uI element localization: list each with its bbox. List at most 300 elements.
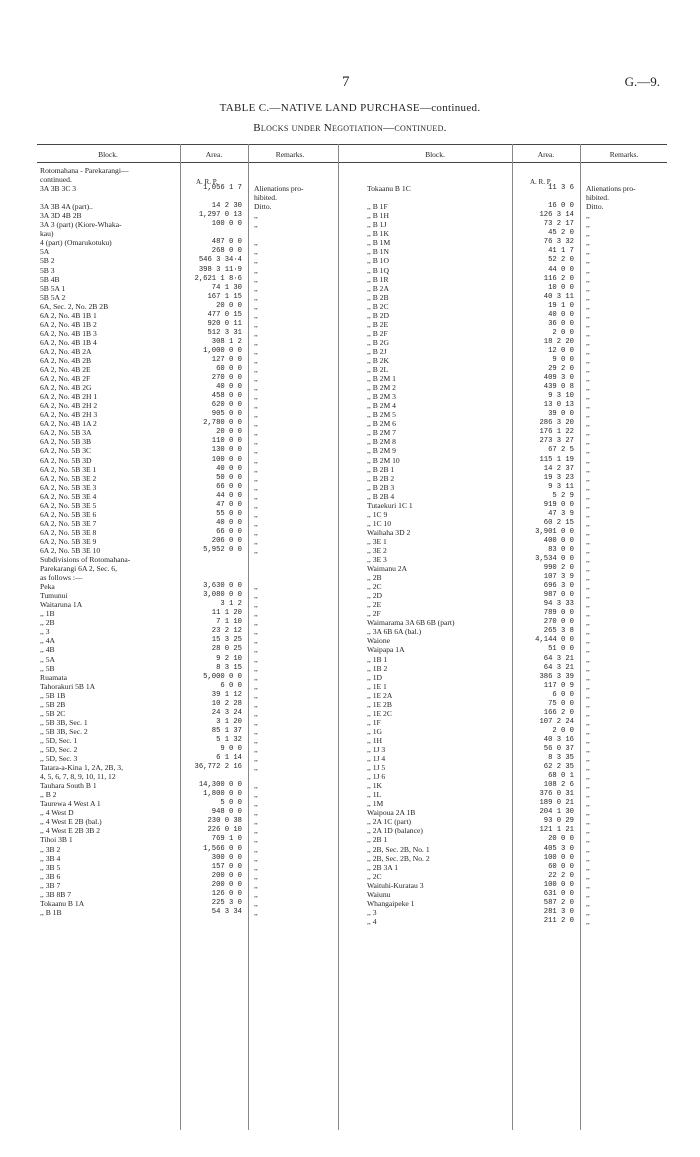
left-row-block: as follows :— xyxy=(40,573,83,583)
right-row-block: ,, 1D xyxy=(367,672,382,682)
right-row-rem: ,, xyxy=(586,690,590,700)
right-row-area: 83 0 0 xyxy=(548,545,574,554)
header-remarks-right: Remarks. xyxy=(609,150,639,159)
right-row-rem: ,, xyxy=(586,591,590,601)
left-row-block: 4, 5, 6, 7, 8, 9, 10, 11, 12 xyxy=(40,772,116,782)
right-row-rem: ,, xyxy=(586,573,590,583)
right-row-block: ,, 1M xyxy=(367,799,384,809)
right-row-block: ,, 1H xyxy=(367,735,382,745)
left-row-block: ,, 5B xyxy=(40,663,55,673)
right-row-block: ,, 3E 3 xyxy=(367,555,387,565)
right-row-block: ,, B 2M 1 xyxy=(367,374,396,384)
left-row-area: 1,000 0 0 xyxy=(203,346,242,355)
right-row-block: ,, B 2B 3 xyxy=(367,482,395,492)
left-row-area: 167 1 15 xyxy=(207,292,242,301)
right-row-area: 696 3 0 xyxy=(543,582,574,591)
left-row-block: kau) xyxy=(40,229,54,239)
right-row-block: ,, B 2D xyxy=(367,310,389,320)
left-row-block: Tokaanu B 1A xyxy=(40,898,85,908)
left-row-rem: ,, xyxy=(254,618,258,628)
right-row-rem: ,, xyxy=(586,256,590,266)
left-row-rem: ,, xyxy=(254,672,258,682)
right-row-area: 93 0 29 xyxy=(543,817,574,826)
right-row-rem xyxy=(586,175,656,184)
right-row-block: ,, 2B, Sec. 2B, No. 2 xyxy=(367,853,430,863)
right-row-area: 75 0 0 xyxy=(548,699,574,708)
right-row-block: ,, B 2M 7 xyxy=(367,428,396,438)
left-row-area: 3 1 2 xyxy=(220,600,242,609)
left-row-block: 6A 2, No. 5B 3E 10 xyxy=(40,545,101,555)
left-row-area: 1,800 0 0 xyxy=(203,790,242,799)
left-row-block: 6A 2, No. 5B 3E 2 xyxy=(40,473,97,483)
right-row-rem: ,, xyxy=(586,509,590,519)
right-row-area: 40 3 11 xyxy=(543,292,574,301)
left-row-rem: ,, xyxy=(254,455,258,465)
right-row-block: ,, B 1O xyxy=(367,256,389,266)
right-row-rem: ,, xyxy=(586,383,590,393)
left-row-block: 6A 2, No. 5B 3E 3 xyxy=(40,482,97,492)
left-row-rem: ,, xyxy=(254,518,258,528)
left-row-area: 20 0 0 xyxy=(216,301,242,310)
left-row-block: Tahorakuri 5B 1A xyxy=(40,681,96,691)
left-row-block: Parekarangi 6A 2, Sec. 6, xyxy=(40,564,117,574)
right-row-area: 400 0 0 xyxy=(543,536,574,545)
left-row-rem: ,, xyxy=(254,781,258,791)
right-row-block: ,, 1E 1 xyxy=(367,681,387,691)
left-row-block: ,, 3B 4 xyxy=(40,853,61,863)
right-row-block: ,, 2B xyxy=(367,573,382,583)
left-row-rem: ,, xyxy=(254,392,258,402)
right-row-rem: ,, xyxy=(586,319,590,329)
left-row-area: 270 0 0 xyxy=(211,374,242,383)
left-row-rem: ,, xyxy=(254,862,258,872)
left-row-area: 769 1 0 xyxy=(211,835,242,844)
right-row-area: 204 1 30 xyxy=(539,808,574,817)
left-row-block: 6A 2, No. 4B 2B xyxy=(40,355,92,365)
right-row-block: ,, 1E 2B xyxy=(367,699,392,709)
left-row-block: ,, 3B 2 xyxy=(40,844,61,854)
right-row-rem: ,, xyxy=(586,717,590,727)
right-row-area: 44 0 0 xyxy=(548,265,574,274)
left-row-area: 14 2 30 xyxy=(211,202,242,211)
right-row-area: 100 0 0 xyxy=(543,880,574,889)
right-row-area: 405 3 0 xyxy=(543,844,574,853)
left-row-rem: ,, xyxy=(254,536,258,546)
left-row-block: 5B 5A 2 xyxy=(40,292,66,302)
left-row-area: 24 3 24 xyxy=(211,708,242,717)
left-row-rem: ,, xyxy=(254,907,258,917)
left-row-block: Ruamata xyxy=(40,672,67,682)
right-row-rem: ,, xyxy=(586,907,590,917)
left-row-rem: ,, xyxy=(254,708,258,718)
left-row-block: ,, 5B 3B, Sec. 1 xyxy=(40,717,88,727)
left-row-rem: ,, xyxy=(254,319,258,329)
right-row-area: 22 2 0 xyxy=(548,871,574,880)
right-row-area xyxy=(516,193,574,202)
left-row-block: ,, 5D, Sec. 2 xyxy=(40,745,78,754)
right-row-area: 273 3 27 xyxy=(539,437,574,446)
left-row-block: 6A 2, No. 4B 2E xyxy=(40,365,91,375)
left-row-area: 458 0 0 xyxy=(211,392,242,401)
left-row-rem: ,, xyxy=(254,835,258,845)
left-row-area: 40 0 0 xyxy=(216,518,242,527)
left-row-area: 5,000 0 0 xyxy=(203,672,242,681)
left-row-block: ,, 4B xyxy=(40,645,55,655)
left-row-rem: ,, xyxy=(254,374,258,384)
left-row-area: 6 1 14 xyxy=(216,754,242,763)
left-row-area: 1,566 0 0 xyxy=(203,844,242,853)
left-row-block: ,, 5A xyxy=(40,654,55,664)
left-row-block: 6A, Sec. 2, No. 2B 2B xyxy=(40,301,109,311)
left-row-area: 39 1 12 xyxy=(211,690,242,699)
right-row-rem: ,, xyxy=(586,500,590,510)
header-block-right: Block. xyxy=(425,150,445,159)
right-row-area: 281 3 0 xyxy=(543,907,574,916)
left-row-area: 23 2 12 xyxy=(211,627,242,636)
right-row-rem: ,, xyxy=(586,464,590,474)
right-row-rem: ,, xyxy=(586,636,590,646)
left-row-block: 5A xyxy=(40,247,50,257)
right-row-rem: ,, xyxy=(586,555,590,565)
left-row-block: 6A 2, No. 5B 3C xyxy=(40,446,92,456)
left-row-rem xyxy=(254,772,324,781)
left-row-rem xyxy=(254,555,324,564)
left-row-block: 6A 2, No. 5B 3E 9 xyxy=(40,536,97,546)
left-row-area: 200 0 0 xyxy=(211,880,242,889)
right-row-area: 60 2 15 xyxy=(543,518,574,527)
left-row-rem: ,, xyxy=(254,365,258,375)
left-row-area: 948 0 0 xyxy=(211,808,242,817)
right-row-rem: ,, xyxy=(586,763,590,773)
right-row-block: ,, 2B, Sec. 2B, No. 1 xyxy=(367,844,430,854)
left-row-area: 130 0 0 xyxy=(211,446,242,455)
right-row-rem: ,, xyxy=(586,346,590,356)
left-row-block: 3A 3B 4A (part).. xyxy=(40,202,93,212)
right-row-area: 9 3 10 xyxy=(548,392,574,401)
left-row-block: 6A 2, No. 5B 3E 7 xyxy=(40,518,97,528)
right-row-block: ,, B 2G xyxy=(367,337,389,347)
left-row-block: continued. xyxy=(40,175,72,185)
left-row-area: 512 3 31 xyxy=(207,328,242,337)
left-row-rem: ,, xyxy=(254,799,258,809)
right-row-area: 2 0 0 xyxy=(552,328,574,337)
right-row-area: 631 0 0 xyxy=(543,889,574,898)
right-row-area: 286 3 20 xyxy=(539,419,574,428)
left-row-area: 85 1 37 xyxy=(211,726,242,735)
document-ref: G.—9. xyxy=(624,74,660,89)
right-row-rem: ,, xyxy=(586,328,590,338)
left-row-block xyxy=(40,193,182,202)
right-row-rem: ,, xyxy=(586,880,590,890)
left-row-block: 4 (part) (Omarukotuku) xyxy=(40,238,112,248)
left-row-block: 6A 2, No. 5B 3B xyxy=(40,437,92,447)
left-row-block: 3A 3 (part) (Kiore-Whaka- xyxy=(40,220,122,230)
right-row-block xyxy=(367,193,509,202)
vline xyxy=(580,144,581,1130)
left-row-block: ,, 5B 2C xyxy=(40,708,66,718)
right-row-area: 8 3 35 xyxy=(548,754,574,763)
right-row-block: ,, 2A 1C (part) xyxy=(367,817,412,827)
left-row-block: ,, 5B 3B, Sec. 2 xyxy=(40,726,88,736)
left-row-area xyxy=(184,175,242,184)
right-row-block: ,, B 2K xyxy=(367,355,389,365)
left-row-rem: ,, xyxy=(254,292,258,302)
left-row-area: 200 0 0 xyxy=(211,871,242,880)
right-row-block: ,, 3A 6B 6A (bal.) xyxy=(367,627,422,637)
left-row-rem: ,, xyxy=(254,808,258,818)
right-row-rem: ,, xyxy=(586,527,590,537)
left-row-block: ,, 3B 5 xyxy=(40,862,61,872)
right-row-block: ,, 2D xyxy=(367,591,382,601)
right-row-block: Waiunu xyxy=(367,889,391,899)
left-row-rem: ,, xyxy=(254,310,258,320)
right-row-area: 51 0 0 xyxy=(548,645,574,654)
right-row-block: ,, 1C 10 xyxy=(367,518,392,528)
left-row-block: ,, 5B 2B xyxy=(40,699,66,709)
left-row-rem: ,, xyxy=(254,482,258,492)
left-row-area: 10 2 28 xyxy=(211,699,242,708)
left-row-area: 487 0 0 xyxy=(211,238,242,247)
right-row-rem: ,, xyxy=(586,754,590,764)
right-row-rem: ,, xyxy=(586,618,590,628)
right-row-block: ,, B 2M 4 xyxy=(367,401,396,411)
right-row-block: Waione xyxy=(367,636,391,646)
left-row-block: ,, 4 West D xyxy=(40,808,74,818)
left-row-block: ,, 3 xyxy=(40,627,50,637)
right-block-col xyxy=(367,166,509,926)
left-row-area: 15 3 25 xyxy=(211,636,242,645)
right-row-area: 12 0 0 xyxy=(548,346,574,355)
right-row-block: Whangaipeke 1 xyxy=(367,898,415,908)
right-row-block: ,, 1J 5 xyxy=(367,763,386,773)
left-row-area: 74 1 30 xyxy=(211,283,242,292)
right-row-block: ,, 1J 4 xyxy=(367,754,386,764)
right-row-block: ,, 4 xyxy=(367,916,377,926)
header-area-left: Area. xyxy=(205,150,223,159)
left-remarks-col xyxy=(254,166,324,917)
right-row-rem: ,, xyxy=(586,247,590,257)
right-row-block: ,, 1J 6 xyxy=(367,772,386,782)
right-row-area: 52 2 0 xyxy=(548,256,574,265)
left-row-rem: ,, xyxy=(254,726,258,736)
right-row-block: ,, B 1M xyxy=(367,238,391,248)
left-row-area: 3,630 0 0 xyxy=(203,582,242,591)
left-row-block: ,, B 2 xyxy=(40,790,57,800)
left-row-rem: ,, xyxy=(254,817,258,827)
right-row-area: 68 0 1 xyxy=(548,772,574,781)
left-row-area xyxy=(184,166,242,175)
table-top-rule xyxy=(37,144,667,145)
header-area-right: Area. xyxy=(537,150,555,159)
right-row-area: 47 3 9 xyxy=(548,509,574,518)
right-row-block: ,, B 1F xyxy=(367,202,388,212)
right-row-area: 409 3 0 xyxy=(543,374,574,383)
left-row-block: 6A 2, No. 4B 2H 1 xyxy=(40,392,98,402)
left-row-area: 8 3 15 xyxy=(216,663,242,672)
left-row-area: 905 0 0 xyxy=(211,410,242,419)
right-row-rem: ,, xyxy=(586,781,590,791)
right-row-rem: ,, xyxy=(586,545,590,555)
left-row-block: 6A 2, No. 4B 1B 4 xyxy=(40,337,97,347)
right-row-rem: ,, xyxy=(586,871,590,881)
left-row-rem: ,, xyxy=(254,410,258,420)
left-row-area: 230 0 38 xyxy=(207,817,242,826)
left-row-block: ,, 3B 6 xyxy=(40,871,61,881)
left-row-rem: ,, xyxy=(254,265,258,275)
left-row-rem: ,, xyxy=(254,328,258,338)
table-subtitle: Blocks under Negotiation—continued. xyxy=(253,122,447,134)
right-row-rem: ,, xyxy=(586,826,590,836)
left-row-block: 6A 2, No. 4B 1B 2 xyxy=(40,319,97,329)
left-row-rem: ,, xyxy=(254,790,258,800)
right-row-block: ,, B 1N xyxy=(367,247,389,257)
right-row-area: 36 0 0 xyxy=(548,319,574,328)
left-row-rem: ,, xyxy=(254,591,258,601)
right-row-area: 176 1 22 xyxy=(539,428,574,437)
right-row-area: 3,901 0 0 xyxy=(535,527,574,536)
right-row-rem: hibited. xyxy=(586,193,609,203)
left-row-rem: ,, xyxy=(254,428,258,438)
right-row-block: Waimanu 2A xyxy=(367,564,408,574)
left-row-rem xyxy=(254,573,324,582)
left-row-block: 6A 2, No. 4B 1B 3 xyxy=(40,328,97,338)
left-row-area: 100 0 0 xyxy=(211,220,242,229)
left-row-area: 9 0 0 xyxy=(220,745,242,753)
right-row-rem: ,, xyxy=(586,681,590,691)
left-row-area: 398 3 11·9 xyxy=(198,265,242,274)
right-row-area: 60 0 0 xyxy=(548,862,574,871)
right-row-area: 189 0 21 xyxy=(539,799,574,808)
left-row-rem: ,, xyxy=(254,735,258,745)
left-row-block: ,, 3B 7 xyxy=(40,880,61,890)
right-row-block: ,, 2E xyxy=(367,600,382,610)
right-row-area: 117 0 9 xyxy=(543,681,574,690)
area-units-left: A. R. P. xyxy=(196,178,218,186)
right-row-area: 41 1 7 xyxy=(548,247,574,256)
left-row-rem: ,, xyxy=(254,844,258,854)
left-row-area: 300 0 0 xyxy=(211,853,242,862)
right-row-area: 10 0 0 xyxy=(548,283,574,292)
left-row-block: Subdivisions of Rotomahana- xyxy=(40,555,131,565)
right-row-block: ,, 1E 2C xyxy=(367,708,392,718)
left-row-rem: ,, xyxy=(254,383,258,393)
left-row-area: 11 1 20 xyxy=(211,609,242,618)
left-row-rem: ,, xyxy=(254,889,258,899)
left-row-block: 6A 2, No. 4B 2H 3 xyxy=(40,410,98,420)
right-row-rem: ,, xyxy=(586,374,590,384)
right-row-block: ,, B 2L xyxy=(367,365,389,375)
right-row-area: 3,534 0 0 xyxy=(535,555,574,564)
right-row-rem: ,, xyxy=(586,536,590,546)
right-row-rem: ,, xyxy=(586,455,590,465)
left-row-area: 126 0 0 xyxy=(211,889,242,898)
left-row-rem: ,, xyxy=(254,745,258,754)
right-row-rem: ,, xyxy=(586,645,590,655)
header-bottom-rule xyxy=(37,162,667,163)
right-row-area: 270 0 0 xyxy=(543,618,574,627)
right-row-rem: Alienations pro- xyxy=(586,184,636,194)
left-row-rem: ,, xyxy=(254,283,258,293)
right-row-block: ,, 2A 1D (balance) xyxy=(367,826,423,836)
left-row-area: 110 0 0 xyxy=(211,437,242,446)
left-row-rem: ,, xyxy=(254,582,258,592)
left-row-rem: ,, xyxy=(254,527,258,537)
left-row-rem: ,, xyxy=(254,464,258,474)
left-row-block: 5B 2 xyxy=(40,256,55,266)
page-number: 7 xyxy=(342,74,350,90)
left-row-area: 5,952 0 0 xyxy=(203,545,242,554)
right-row-rem: ,, xyxy=(586,582,590,592)
left-row-area: 920 0 11 xyxy=(207,319,242,328)
left-row-rem xyxy=(254,564,324,573)
left-area-col xyxy=(184,166,242,917)
right-row-rem: ,, xyxy=(586,853,590,863)
left-row-rem: ,, xyxy=(254,509,258,519)
left-row-rem: ,, xyxy=(254,663,258,673)
left-row-block: 6A 2, No. 5B 3E 5 xyxy=(40,500,97,510)
right-row-area: 39 0 0 xyxy=(548,410,574,419)
left-row-block: Tumunui xyxy=(40,591,68,601)
right-row-block: ,, B 2M 2 xyxy=(367,383,396,393)
right-row-area: 587 2 0 xyxy=(543,898,574,907)
right-row-rem xyxy=(586,166,656,175)
right-row-block: ,, B 2M 5 xyxy=(367,410,396,420)
left-row-block: 6A 2, No. 5B 3E 4 xyxy=(40,491,97,501)
left-block-col xyxy=(40,166,182,917)
left-row-area: 226 0 10 xyxy=(207,826,242,835)
left-row-area: 620 0 0 xyxy=(211,401,242,410)
right-row-area: 11 3 6 xyxy=(548,184,574,193)
right-row-rem: ,, xyxy=(586,609,590,619)
right-row-block: ,, B 1J xyxy=(367,220,387,230)
right-row-area: 990 2 0 xyxy=(543,564,574,573)
right-row-block xyxy=(367,166,509,175)
right-row-block: ,, 1F xyxy=(367,717,381,727)
left-row-rem: ,, xyxy=(254,763,258,773)
right-row-area: 67 2 5 xyxy=(548,446,574,455)
left-row-rem: ,, xyxy=(254,437,258,447)
right-row-rem: ,, xyxy=(586,518,590,528)
right-row-block: ,, 2C xyxy=(367,871,382,881)
right-row-block: Waipoua 2A 1B xyxy=(367,808,416,818)
right-row-block: ,, 1E 2A xyxy=(367,690,393,700)
right-row-rem: ,, xyxy=(586,365,590,375)
right-row-block: ,, B 2A xyxy=(367,283,389,293)
right-row-rem: Ditto. xyxy=(586,202,604,212)
left-row-area: 36,772 2 16 xyxy=(194,763,242,772)
left-row-area: 14,300 0 0 xyxy=(198,781,242,790)
left-row-block: Rotomahana - Parekarangi— xyxy=(40,166,129,175)
left-row-rem: ,, xyxy=(254,609,258,619)
left-row-area: 50 0 0 xyxy=(216,473,242,482)
right-row-rem: ,, xyxy=(586,473,590,483)
right-row-block: ,, B 2B 1 xyxy=(367,464,395,474)
right-row-area: 40 0 0 xyxy=(548,310,574,319)
left-row-block: 5B 4B xyxy=(40,274,60,284)
right-row-rem: ,, xyxy=(586,292,590,302)
left-row-area: 40 0 0 xyxy=(216,464,242,473)
right-row-rem: ,, xyxy=(586,392,590,402)
right-row-rem: ,, xyxy=(586,491,590,501)
left-row-block: Tatara-a-Kina 1, 2A, 2B, 3, xyxy=(40,763,123,773)
left-row-block: 6A 2, No. 4B 2A xyxy=(40,346,92,356)
right-row-area: 16 0 0 xyxy=(548,202,574,211)
left-row-rem: ,, xyxy=(254,346,258,356)
right-row-area: 13 0 13 xyxy=(543,401,574,410)
right-row-block: ,, B 2M 3 xyxy=(367,392,396,402)
right-row-rem: ,, xyxy=(586,238,590,248)
left-row-block: 5B 3 xyxy=(40,265,55,275)
